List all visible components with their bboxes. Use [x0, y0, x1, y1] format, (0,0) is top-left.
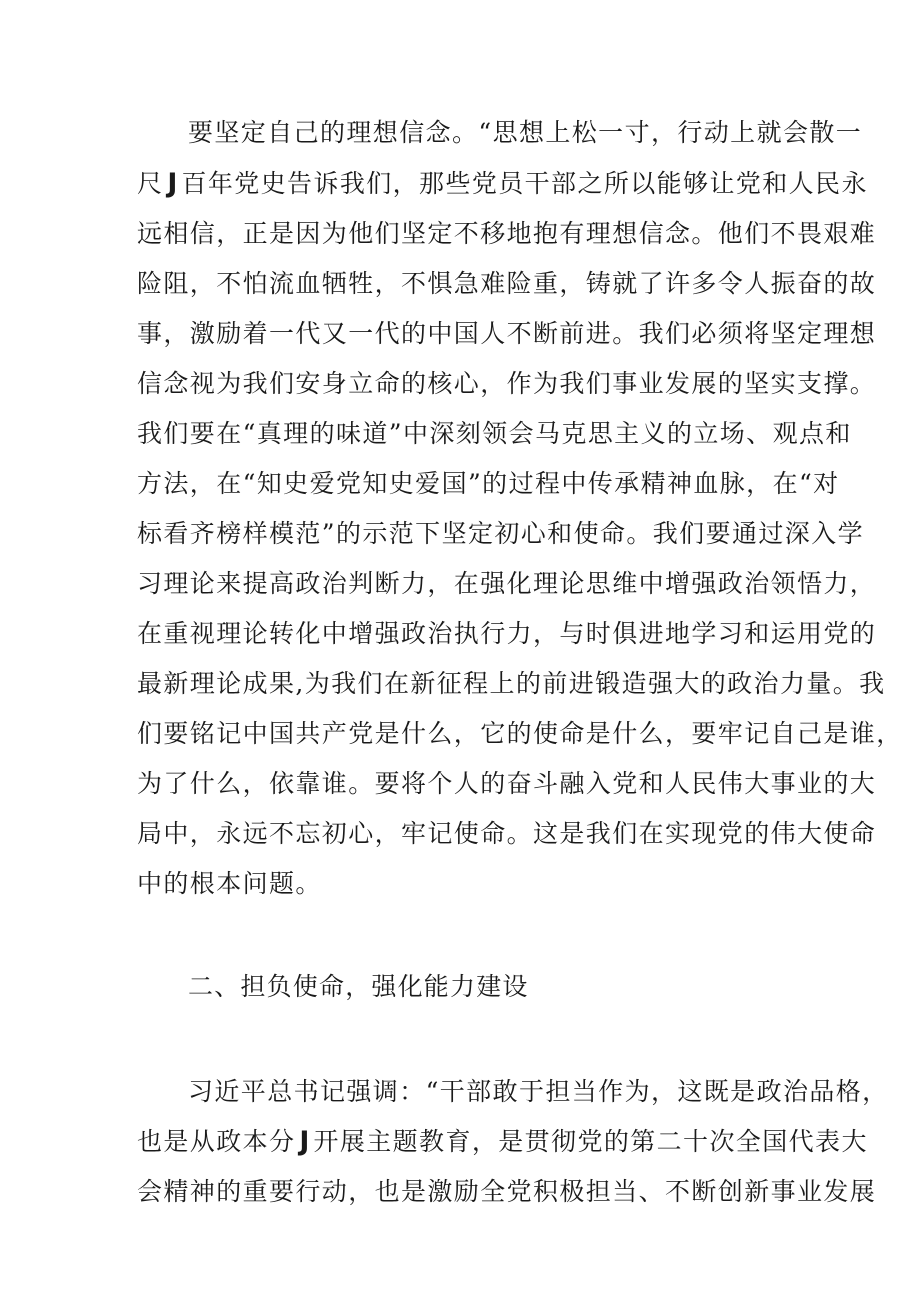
- paragraph-1-line-7: 我们要在“真理的味道”中深刻领会马克思主义的立场、观点和: [137, 419, 852, 448]
- paragraph-1-line-16: 中的根本问题。: [137, 869, 322, 898]
- paragraph-1-line-13: 们要铭记中国共产党是什么，它的使命是什么，要牢记自己是谁，: [137, 719, 903, 748]
- line-2-text-after: 百年党史告诉我们，那些党员干部之所以能够让党和人民永: [181, 169, 868, 198]
- paragraph-1-line-5: 事，激励着一代又一代的中国人不断前进。我们必须将坚定理想: [137, 319, 877, 348]
- paragraph-1-line-9: 标看齐榜样模范”的示范下坚定初心和使命。我们要通过深入学: [137, 519, 864, 548]
- paragraph-2-line-3: 会精神的重要行动，也是激励全党积极担当、不断创新事业发展: [137, 1177, 877, 1206]
- paragraph-2-line-1: 习近平总书记强调：“干部敢于担当作为，这既是政治品格，: [188, 1077, 889, 1106]
- paragraph-1-line-6: 信念视为我们安身立命的核心，作为我们事业发展的坚实支撑。: [137, 369, 877, 398]
- paragraph-1-line-12: 最新理论成果,为我们在新征程上的前进锻造强大的政治力量。我: [137, 669, 886, 698]
- paragraph-1-line-3: 远相信，正是因为他们坚定不移地抱有理想信念。他们不畏艰难: [137, 219, 877, 248]
- line-2-text-before: 尺: [137, 169, 164, 198]
- paragraph-2-line-2: [137, 1127, 868, 1157]
- j-bracket-mark: J: [299, 1126, 310, 1157]
- paragraph-1-line-15: 局中，永远不忘初心，牢记使命。这是我们在实现党的伟大使命: [137, 819, 877, 848]
- paragraph-1-line-10: 习理论来提高政治判断力，在强化理论思维中增强政治领悟力，: [137, 569, 877, 598]
- paragraph-1-line-2: [137, 169, 868, 199]
- paragraph-1-line-4: 险阻，不怕流血牺牲，不惧急难险重，铸就了许多令人振奋的故: [137, 269, 877, 298]
- p2-line-2-text-before: 也是从政本分: [137, 1127, 296, 1156]
- paragraph-1-line-8: 方法，在“知史爱党知史爱国”的过程中传承精神血脉，在“对: [137, 469, 840, 498]
- paragraph-1-line-1: 要坚定自己的理想信念。“思想上松一寸，行动上就会散一: [188, 118, 863, 147]
- paragraph-1-line-11: 在重视理论转化中增强政治执行力，与时俱进地学习和运用党的: [137, 619, 877, 648]
- j-bracket-mark: J: [167, 168, 178, 199]
- section-heading: 二、担负使命，强化能力建设: [188, 972, 529, 1001]
- p2-line-2-text-after: 开展主题教育，是贯彻党的第二十次全国代表大: [313, 1127, 868, 1156]
- paragraph-1-line-14: 为了什么，依靠谁。要将个人的奋斗融入党和人民伟大事业的大: [137, 769, 877, 798]
